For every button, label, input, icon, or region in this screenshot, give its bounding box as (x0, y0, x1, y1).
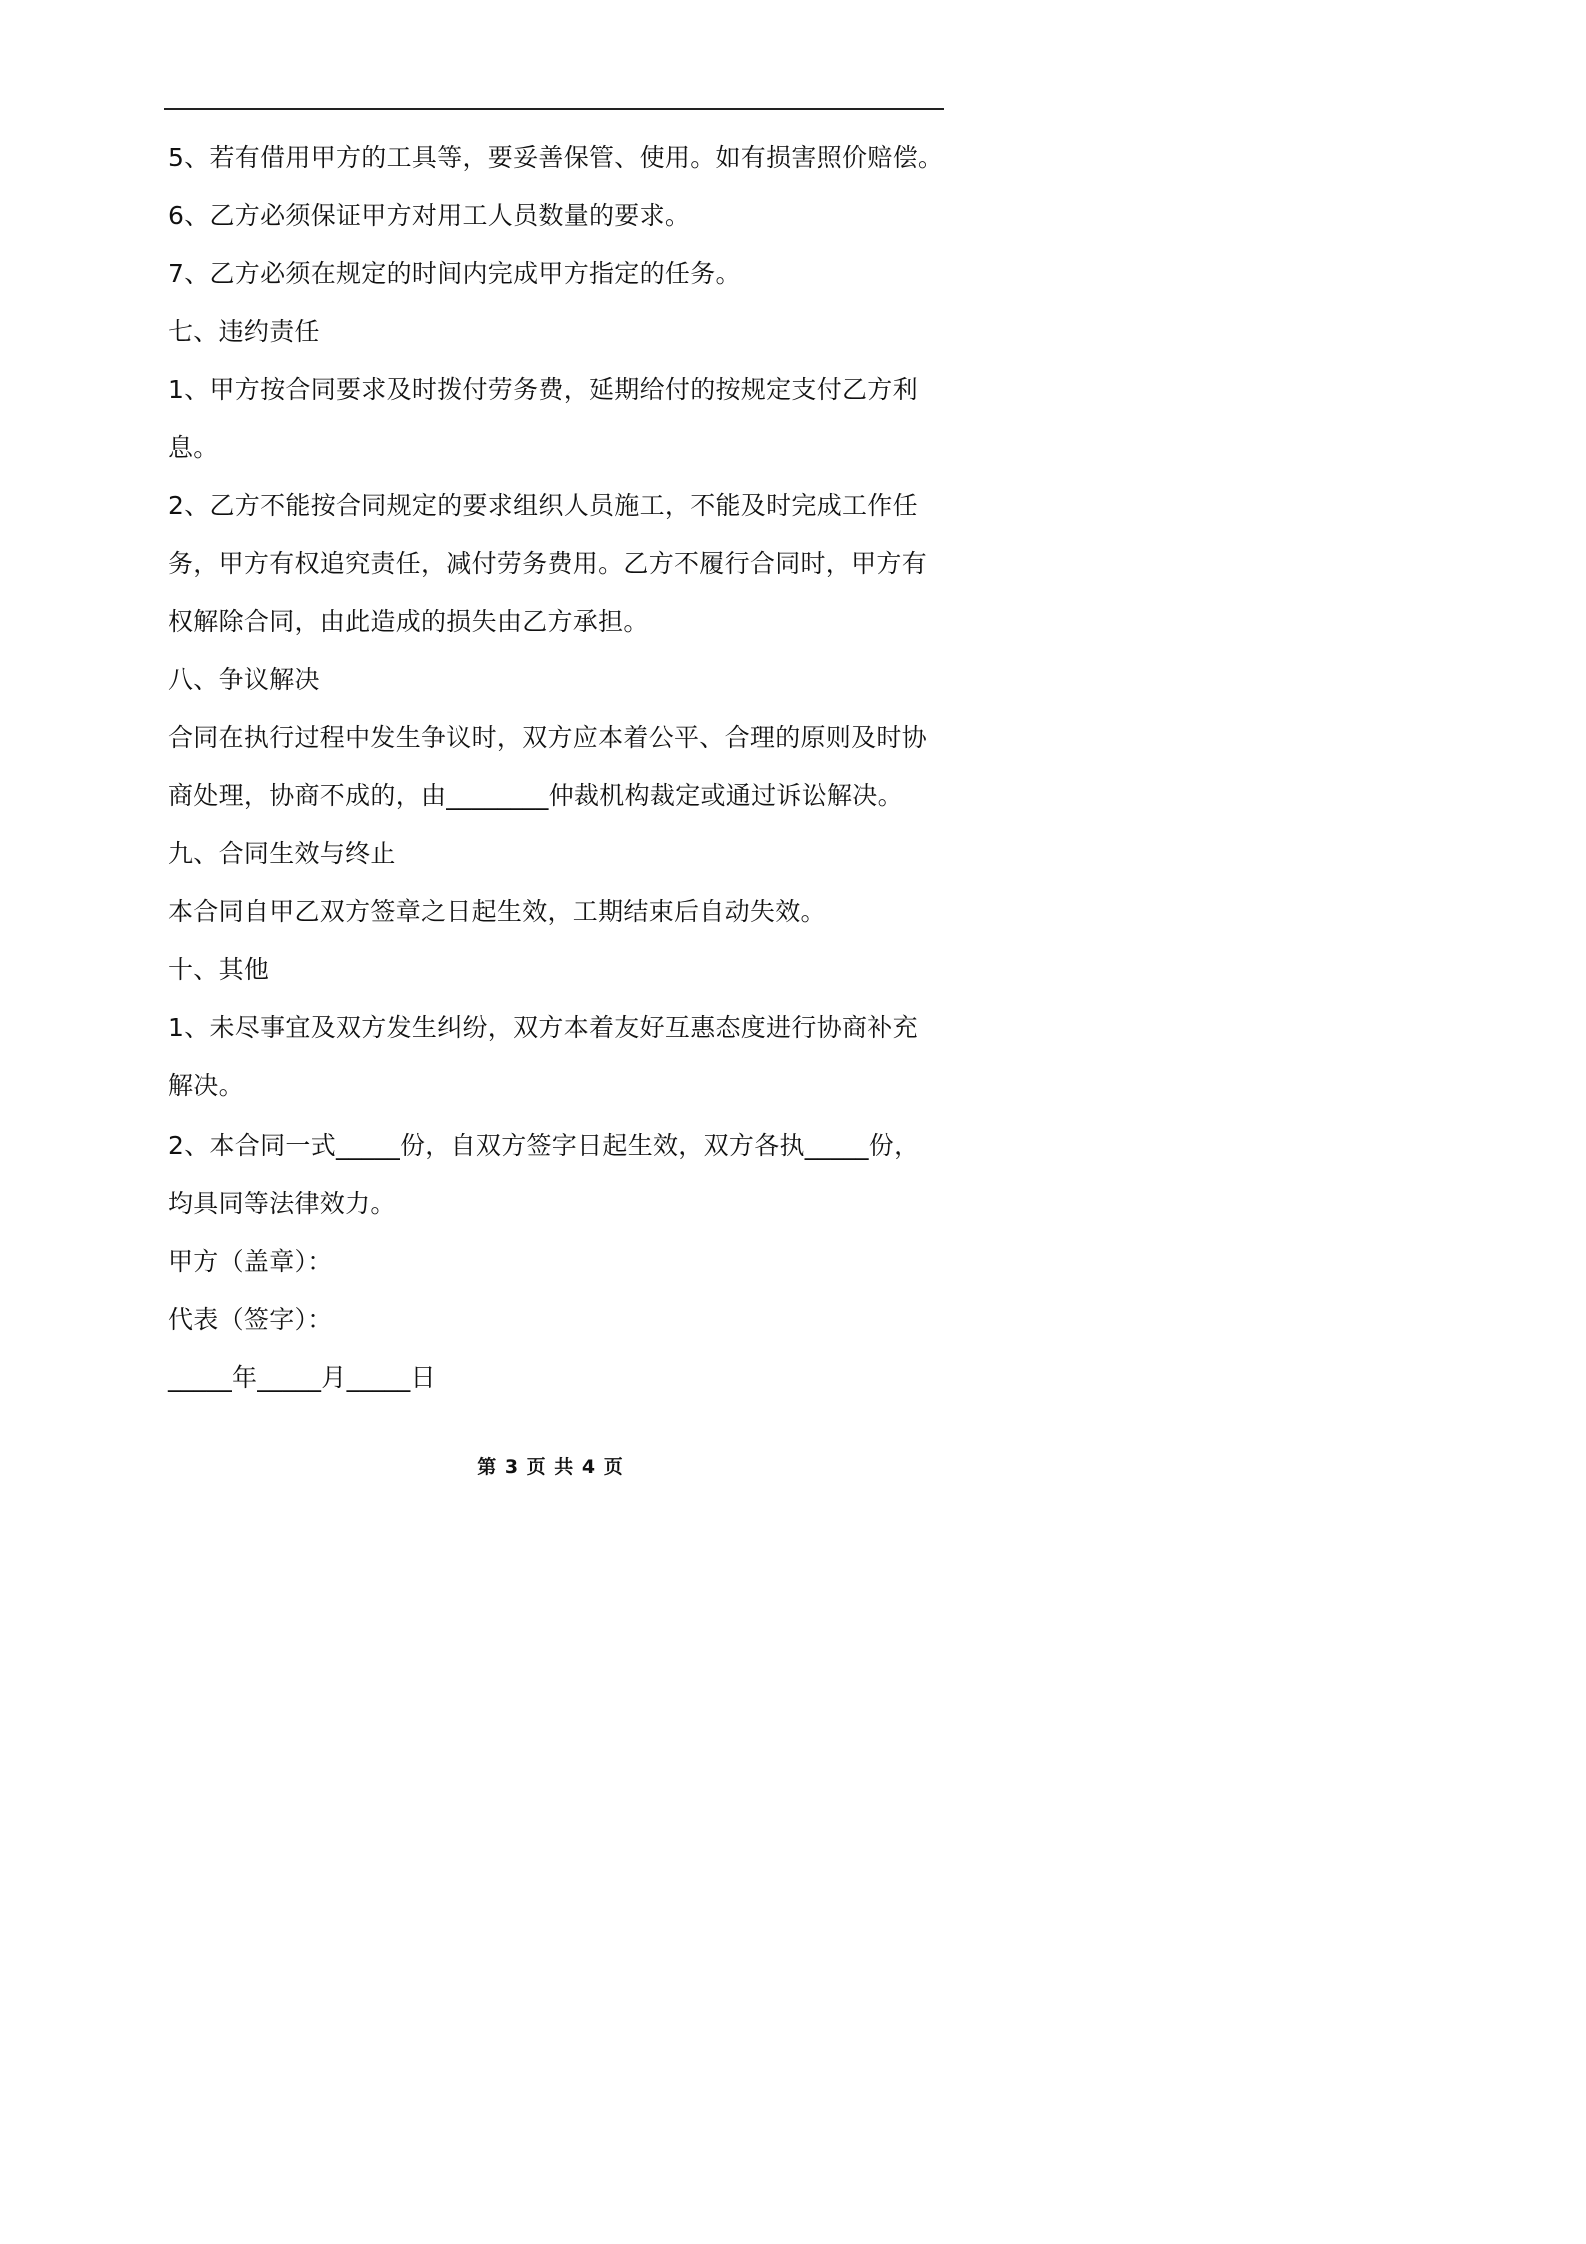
clause-line: 商处理，协商不成的，由________仲裁机构裁定或通过诉讼解决。 (168, 781, 903, 810)
clause-line: 本合同自甲乙双方签章之日起生效，工期结束后自动失效。 (168, 897, 826, 926)
section-heading: 九、合同生效与终止 (168, 839, 396, 868)
header-rule (164, 108, 944, 110)
clause-line: 1、未尽事宜及双方发生纠纷，双方本着友好互惠态度进行协商补充 (168, 1013, 918, 1042)
page-number: 第 3 页 共 4 页 (477, 1456, 624, 1478)
clause-line: 权解除合同，由此造成的损失由乙方承担。 (168, 607, 649, 636)
page-footer (0, 1454, 1101, 1480)
clause-line: 6、乙方必须保证甲方对用工人员数量的要求。 (168, 201, 691, 230)
clause-line: 务，甲方有权追究责任，减付劳务费用。乙方不履行合同时，甲方有 (168, 549, 928, 578)
signature-representative: 代表（签字）： (168, 1305, 333, 1334)
section-heading: 七、违约责任 (168, 317, 320, 346)
clause-line: 5、若有借用甲方的工具等，要妥善保管、使用。如有损害照价赔偿。 (168, 143, 944, 172)
signature-date: _____年_____月_____日 (168, 1363, 436, 1392)
signature-party-a: 甲方（盖章）： (168, 1247, 333, 1276)
clause-line: 2、本合同一式_____份，自双方签字日起生效，双方各执_____份， (168, 1131, 920, 1160)
clause-line: 1、甲方按合同要求及时拨付劳务费，延期给付的按规定支付乙方利 (168, 375, 918, 404)
clause-line: 7、乙方必须在规定的时间内完成甲方指定的任务。 (168, 259, 741, 288)
clause-line: 息。 (168, 433, 219, 462)
section-heading: 十、其他 (168, 955, 270, 984)
clause-line: 合同在执行过程中发生争议时，双方应本着公平、合理的原则及时协 (168, 723, 928, 752)
clause-line: 2、乙方不能按合同规定的要求组织人员施工，不能及时完成工作任 (168, 491, 918, 520)
clause-line: 解决。 (168, 1071, 244, 1100)
section-heading: 八、争议解决 (168, 665, 320, 694)
clause-line: 均具同等法律效力。 (168, 1189, 396, 1218)
